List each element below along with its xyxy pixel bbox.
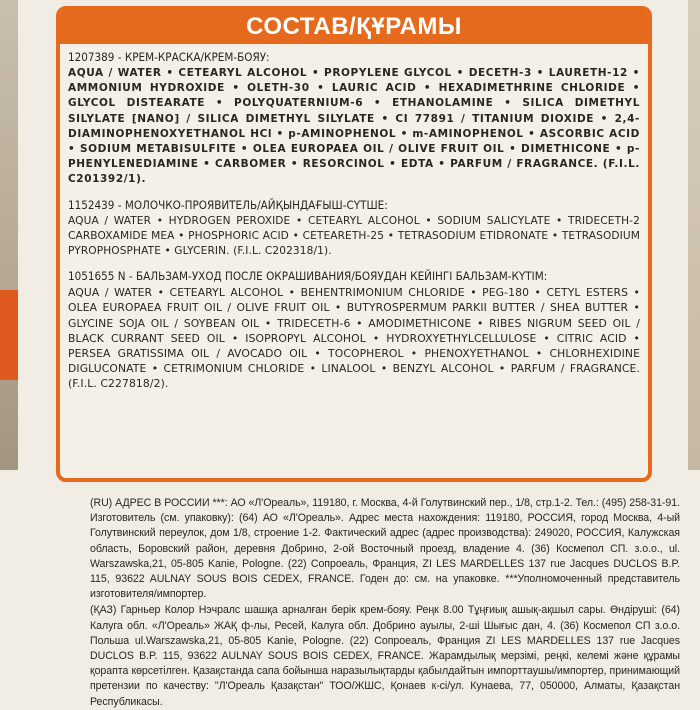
ingredients-section-developer-milk bbox=[68, 198, 640, 260]
manufacturer-info-ru: (RU) АДРЕС В РОССИИ ***: АО «Л'Ореаль», 119180, г. Москва, 4-й Голутвинский пер., 1/8, стр.1-2. Тел.: (495) 258-31-91. Изготовитель (см. упаковку): (64) АО «Л'Ореаль». Адрес места нахождения: 119180, РОССИЯ, город Москва, 4-ый Голутвинский переулок, дом 1/8, строение 1-2. Фактический адрес (адрес производства): 249020, РОССИЯ, Калужская область, Боровский район, деревня Добрино, 2-ой Восточный проезд, владение 4. (36) Космепол СП. з.о.о., ul. Warszawska,21, 05-805 Kanie, Pologne. (22) Сопроеаль, Франция, ZI LES MARDELLES 137 rue Jacques DUCLOS B.P. 115, 93622 AULNAY SOUS BOIS CEDEX, FRANCE. Годен до: см. на упаковке. ***Уполномоченный представитель изготовителя/импортер. bbox=[90, 497, 680, 601]
section-heading: 1051655 N - БАЛЬЗАМ-УХОД ПОСЛЕ ОКРАШИВАНИЯ/БОЯУДАН КЕЙІНГІ БАЛЬЗАМ-КҮТІМ: bbox=[68, 269, 548, 284]
ingredients-body bbox=[60, 44, 648, 392]
package-orange-accent bbox=[0, 290, 18, 380]
section-heading: 1152439 - МОЛОЧКО-ПРОЯВИТЕЛЬ/АЙҚЫНДАҒЫШ-СҮТШЕ: bbox=[68, 197, 388, 212]
section-heading: 1207389 - КРЕМ-КРАСКА/КРЕМ-БОЯУ: bbox=[68, 50, 270, 64]
ingredients-panel bbox=[56, 6, 652, 482]
package-edge-right bbox=[688, 0, 700, 470]
ingredients-header bbox=[60, 10, 648, 44]
ingredients-section-cream-color bbox=[68, 50, 640, 188]
section-ingredients-list: AQUA / WATER • CETEARYL ALCOHOL • BEHENTRIMONIUM CHLORIDE • PEG-180 • CETYL ESTERS • OLEA EUROPAEA FRUIT OIL / OLIVE FRUIT OIL • BUTYROSPERMUM PARKII BUTTER / SHEA BUTTER • GLYCINE SOJA OIL / SOYBEAN OIL • TRIDECETH-6 • AMODIMETHICONE • RIBES NIGRUM SEED OIL / BLACK CURRANT SEED OIL • ISOPROPYL ALCOHOL • HYDROXYETHYLCELLULOSE • CITRIC ACID • PERSEA GRATISSIMA OIL / AVOCADO OIL • TOCOPHEROL • PHENOXYETHANOL • CHLORHEXIDINE DIGLUCONATE • CETRIMONIUM CHLORIDE • LINALOOL • BENZYL ALCOHOL • PARFUM / FRAGRANCE. (F.I.L. C227818/2). bbox=[68, 286, 640, 391]
manufacturer-info-kz: (ҚАЗ) Гарньер Колор Нэчралс шашқа арналған берік крем-бояу. Реңк 8.00 Тұңғиық ашық-ақшыл сары. Өндіруші: (64) Калуга обл. «Л'Ореаль» ЖАҚ ф-лы, Ресей, Калуга обл. Добрино ауылы, 2-ші Шығыс дан, 4. (36) Космепол СП з.о.о. Польша ul.Warszawska,21, 05-805 Kanie, Pologne. (22) Сопроеаль, Франция ZI LES MARDELLES 137 rue Jacques DUCLOS B.P. 115, 93622 AULNAY SOUS BOIS CEDEX, FRANCE. Жарамдылық мерзімі, реңкі, келемі және құрамы қорапта көрсетілген. Қазақстанда сапа бойынша наразылықтарды қабылдайтын импорттаушы/импортер, принимающий претензии по качеству: "Л'Ореаль Қазақстан" ТОО/ЖШС, Қонаев к-сі/ул. Кунаева, 77, 050000, Алматы, Қазақстан Республикасы. bbox=[90, 604, 680, 708]
section-ingredients-list: AQUA / WATER • HYDROGEN PEROXIDE • CETEARYL ALCOHOL • SODIUM SALICYLATE • TRIDECETH-2 CARBOXAMIDE MEA • PHOSPHORIC ACID • CETEARETH-25 • TETRASODIUM ETIDRONATE • TETRASODIUM PYROPHOSPHATE • GLYCERIN. (F.I.L. C202318/1). bbox=[68, 214, 640, 258]
package-edge-left bbox=[0, 0, 18, 470]
ingredients-title: СОСТАВ/ҚҰРАМЫ bbox=[246, 13, 462, 40]
manufacturer-info bbox=[90, 496, 680, 710]
section-ingredients-list: AQUA / WATER • CETEARYL ALCOHOL • PROPYLENE GLYCOL • DECETH-3 • LAURETH-12 • AMMONIUM HYDROXIDE • OLETH-30 • LAURIC ACID • HEXADIMETHRINE CHLORIDE • GLYCOL DISTEARATE • POLYQUATERNIUM-6 • ETHANOLAMINE • SILICA DIMETHYL SILYLATE [NANO] / SILICA DIMETHYL SILYLATE • CI 77891 / TITANIUM DIOXIDE • 2,4-DIAMINOPHENOXYETHANOL HCl • p-AMINOPHENOL • m-AMINOPHENOL • ASCORBIC ACID • SODIUM METABISULFITE • OLEA EUROPAEA OIL / OLIVE FRUIT OIL • DIMETHICONE • p-PHENYLENEDIAMINE • CARBOMER • RESORCINOL • EDTA • PARFUM / FRAGRANCE. (F.I.L. C201392/1). bbox=[68, 67, 640, 186]
ingredients-section-care-balm bbox=[68, 269, 640, 391]
